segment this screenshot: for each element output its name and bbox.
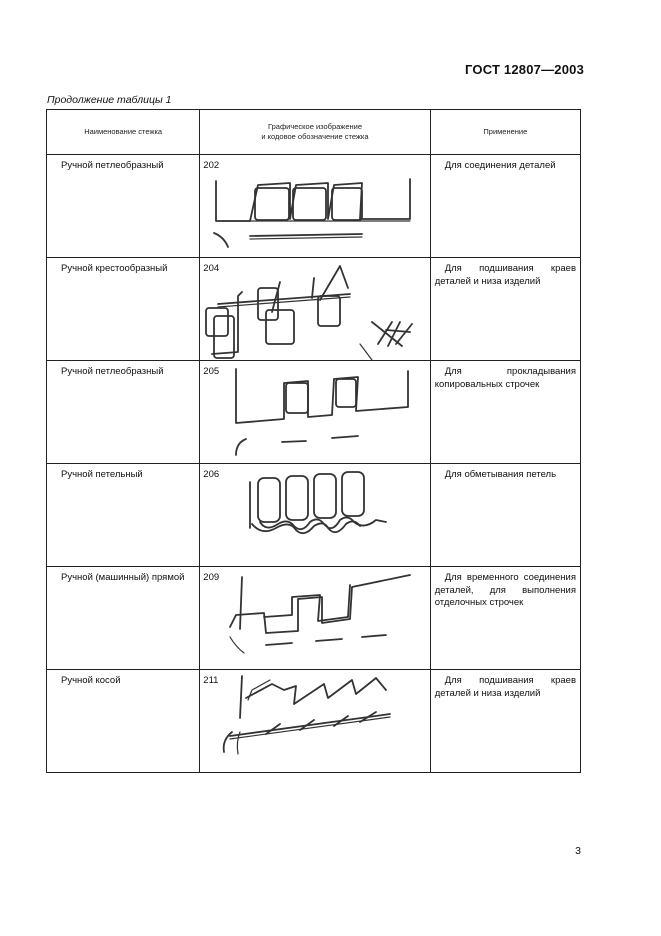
stitch-use	[430, 567, 580, 670]
stitch-name: Ручной крестообразный	[47, 258, 200, 361]
table-row	[47, 361, 581, 464]
stitch-image-cell	[200, 567, 430, 670]
stitch-use	[430, 258, 580, 361]
table-row	[47, 567, 581, 670]
table-continuation-caption: Продолжение таблицы 1	[47, 94, 172, 106]
stitch-name: Ручной петлеобразный	[47, 155, 200, 258]
stitch-use-text: Для подшивания краев деталей и низа изделий	[434, 263, 576, 287]
stitch-name: Ручной петлеобразный	[47, 361, 200, 464]
stitch-use	[430, 670, 580, 773]
table-row	[47, 464, 581, 567]
stitch-use-text: Для обметывания петель	[444, 469, 557, 480]
stitch-image-cell	[200, 464, 430, 567]
stitch-use-text: Для соединения деталей	[444, 160, 556, 171]
stitch-use	[430, 155, 580, 258]
header-image	[200, 110, 430, 155]
running-stitch-icon	[200, 567, 430, 682]
stitch-use-text: Для прокладывания копировальных строчек	[434, 366, 576, 390]
stitch-name: Ручной петельный	[47, 464, 200, 567]
stitch-table	[46, 109, 581, 773]
buttonhole-stitch-icon	[200, 464, 430, 567]
table-row	[47, 155, 581, 258]
table-header-row	[47, 110, 581, 155]
stitch-use-text: Для временного соединения деталей, для выполнения отделочных строчек	[434, 572, 576, 608]
stitch-image-cell	[200, 155, 430, 258]
stitch-code: 204	[203, 263, 220, 274]
stitch-name: Ручной косой	[47, 670, 200, 773]
table-row	[47, 670, 581, 773]
stitch-code: 211	[203, 675, 219, 686]
stitch-image-cell	[200, 258, 430, 361]
loop-stitch-icon	[200, 155, 430, 258]
tacking-loop-stitch-icon	[200, 361, 430, 476]
header-image-line2: и кодовое обозначение стежка	[261, 132, 369, 141]
stitch-image-cell	[200, 670, 430, 773]
stitch-use	[430, 464, 580, 567]
header-image-line1: Графическое изображение	[267, 122, 362, 131]
table-row	[47, 258, 581, 361]
stitch-code: 206	[203, 469, 220, 480]
stitch-use-text: Для подшивания краев деталей и низа изделий	[434, 675, 576, 699]
document-code: ГОСТ 12807—2003	[465, 62, 584, 77]
stitch-use	[430, 361, 580, 464]
page-number: 3	[575, 845, 581, 857]
slant-stitch-icon	[200, 670, 430, 780]
header-use: Применение	[430, 110, 580, 155]
stitch-name: Ручной (машинный) прямой	[47, 567, 200, 670]
stitch-code: 209	[203, 572, 220, 583]
stitch-code: 205	[203, 366, 220, 377]
stitch-image-cell	[200, 361, 430, 464]
stitch-code: 202	[203, 160, 220, 171]
header-name: Наименование стежка	[47, 110, 200, 155]
